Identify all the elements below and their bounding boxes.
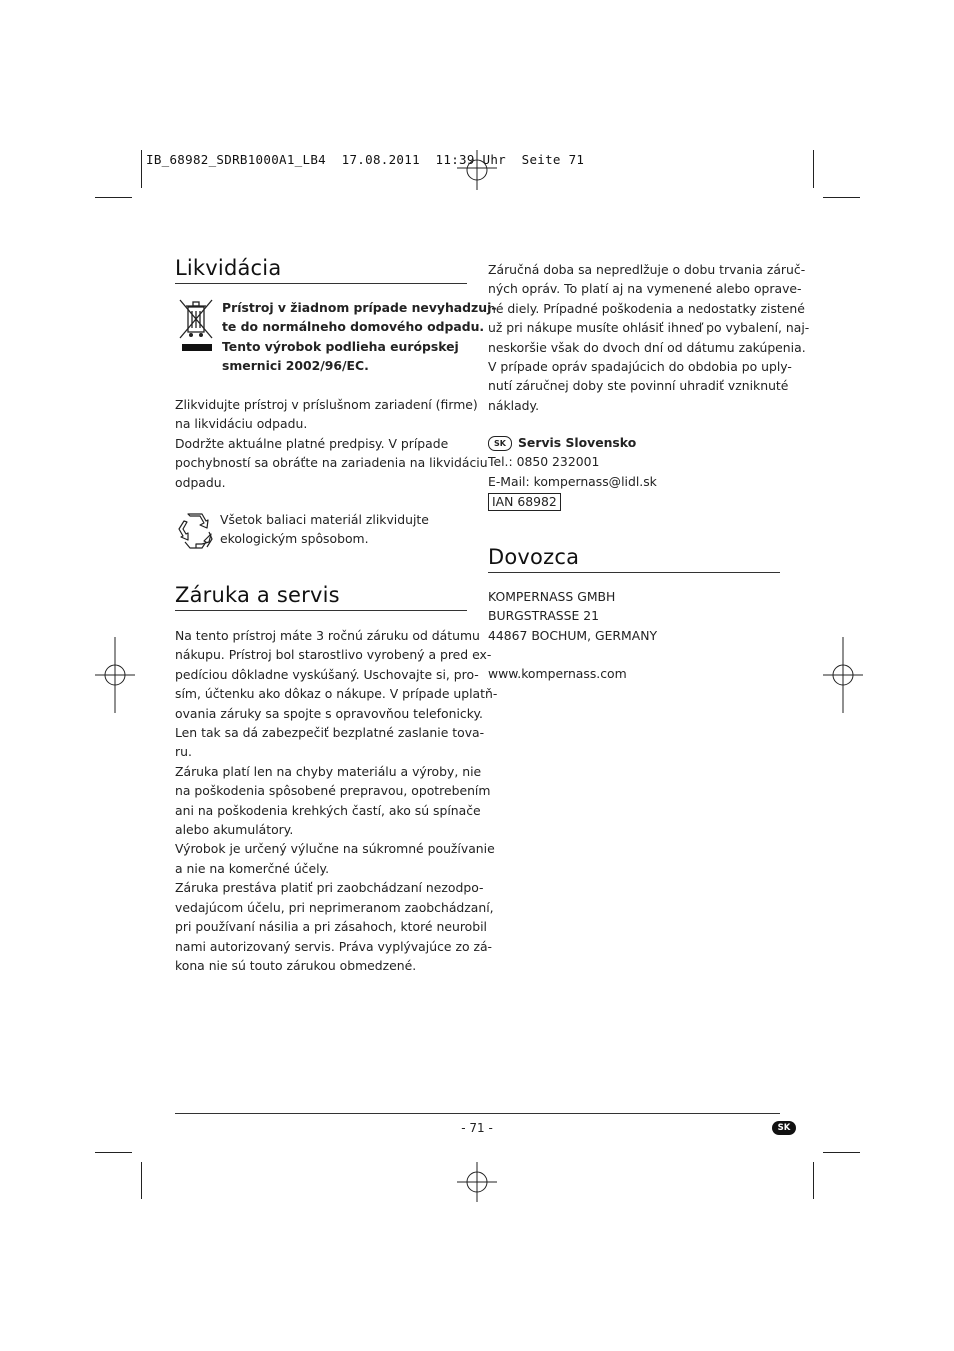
importer-heading: Dovozca [488,545,780,573]
address-line: KOMPERNASS GMBH [488,589,616,604]
warranty-line: né diely. Prípadné poškodenia a nedostatky zistené [488,300,805,316]
warning-line: te do normálneho domového odpadu. [222,319,485,335]
ian-box: IAN 68982 [488,493,561,511]
importer-section [488,545,780,573]
warranty-line: sím, účtenku ako dôkaz o nákupe. V prípade uplatň- [175,686,498,702]
disposal-section [175,256,467,284]
warranty-line: kona nie sú touto zárukou obmedzené. [175,957,417,973]
crop-mark [95,1152,132,1153]
warranty-line: vedajúcom účelu, pri neprimeranom zaobchádzaní, [175,899,494,915]
warranty-line: nákupu. Prístroj bol starostlivo vyrobený a pred ex- [175,647,492,663]
service-email[interactable]: E-Mail: kompernass@lidl.sk [488,473,657,489]
crop-mark [813,150,814,188]
warranty-line: Výrobok je určený výlučne na súkromné používanie [175,841,495,857]
warranty-line: alebo akumulátory. [175,822,294,838]
recycle-note [220,510,470,549]
warranty-heading: Záruka a servis [175,583,467,611]
website-link[interactable]: www.kompernass.com [488,666,627,682]
warranty-line: Záruka platí len na chyby materiálu a výroby, nie [175,763,482,779]
recycle-icon [176,512,214,550]
address-line: 44867 BOCHUM, GERMANY [488,627,658,643]
recycle-line: Všetok baliaci materiál zlikvidujte [220,512,429,527]
print-slug: IB_68982_SDRB1000A1_LB4 17.08.2011 11:39 Uhr Seite 71 [146,152,585,167]
warranty-body [175,626,498,975]
warranty-line: pri používaní násilia a pri zásahoch, ktoré neurobil [175,919,487,935]
warranty-line: neskoršie však do dvoch dní od dátumu zakúpenia. [488,339,806,355]
importer-address [488,587,780,684]
disposal-warning [222,298,497,376]
registration-mark-icon [95,637,135,713]
body-line: Dodržte aktuálne platné predpisy. V prípade [175,435,449,451]
warranty-line: Na tento prístroj máte 3 ročnú záruku od dátumu [175,628,480,643]
service-tel: Tel.: 0850 232001 [488,454,600,470]
service-title-row [488,433,780,452]
body-line: pochybností sa obráťte na zariadenia na likvidáciu [175,455,488,471]
warranty-line: pedíciou dôkladne vyskúšaný. Uschovajte si, pro- [175,666,479,682]
warning-line: Prístroj v žiadnom prípade nevyhadzuj- [222,300,497,315]
warranty-line: ani na poškodenia krehkých častí, ako sú spínače [175,802,481,818]
warranty-line: Len tak sa dá zabezpečiť bezplatné zaslanie tova- [175,725,485,741]
crop-mark [95,197,132,198]
crop-mark [823,197,860,198]
crop-mark [813,1162,814,1199]
warranty-line: ovania záruky sa spojte s opravovňou telefonicky. [175,705,483,721]
warranty-line: náklady. [488,397,540,413]
country-badge: SK [488,436,512,451]
warranty-line: už pri nákupe musíte ohlásiť ihneď po vybalení, naj- [488,320,810,336]
warranty-line: nami autorizovaný servis. Práva vyplývajúce zo zá- [175,938,493,954]
footer-divider [175,1113,780,1114]
body-line: odpadu. [175,474,226,490]
warranty-line: V prípade opráv spadajúcich do obdobia po uply- [488,359,792,375]
disposal-heading: Likvidácia [175,256,467,284]
warning-line: smernici 2002/96/EC. [222,358,369,374]
warranty-line: na poškodenia spôsobené prepravou, opotrebením [175,783,491,799]
crossed-out-bin-icon [178,298,214,354]
warranty-line: a nie na komerčné účely. [175,860,330,876]
service-title: Servis Slovensko [518,435,637,450]
warranty-line: ných opráv. To platí aj na vymenené alebo oprave- [488,281,802,297]
warranty-section [175,583,467,611]
registration-mark-icon [457,1162,497,1202]
warranty-line: Záručná doba sa nepredlžuje o dobu trvania záruč- [488,262,806,277]
crop-mark [141,1162,142,1199]
registration-mark-icon [457,150,497,190]
warning-line: Tento výrobok podlieha európskej [222,338,459,354]
disposal-body [175,395,488,492]
language-badge: SK [772,1121,796,1135]
registration-mark-icon [823,637,863,713]
recycle-line: ekologickým spôsobom. [220,531,369,547]
body-line: Zlikvidujte prístroj v príslušnom zariadení (firme) [175,397,478,412]
crop-mark [823,1152,860,1153]
page-number: - 71 - [461,1121,493,1135]
warranty-line: Záruka prestáva platiť pri zaobchádzaní nezodpo- [175,880,484,896]
crop-mark [141,150,142,188]
warranty-line: nutí záručnej doby ste povinní uhradiť vzniknuté [488,378,789,394]
service-block [488,433,780,512]
address-line: BURGSTRASSE 21 [488,608,600,624]
warranty-continued [488,260,810,415]
warranty-line: ru. [175,744,192,760]
body-line: na likvidáciu odpadu. [175,416,308,432]
